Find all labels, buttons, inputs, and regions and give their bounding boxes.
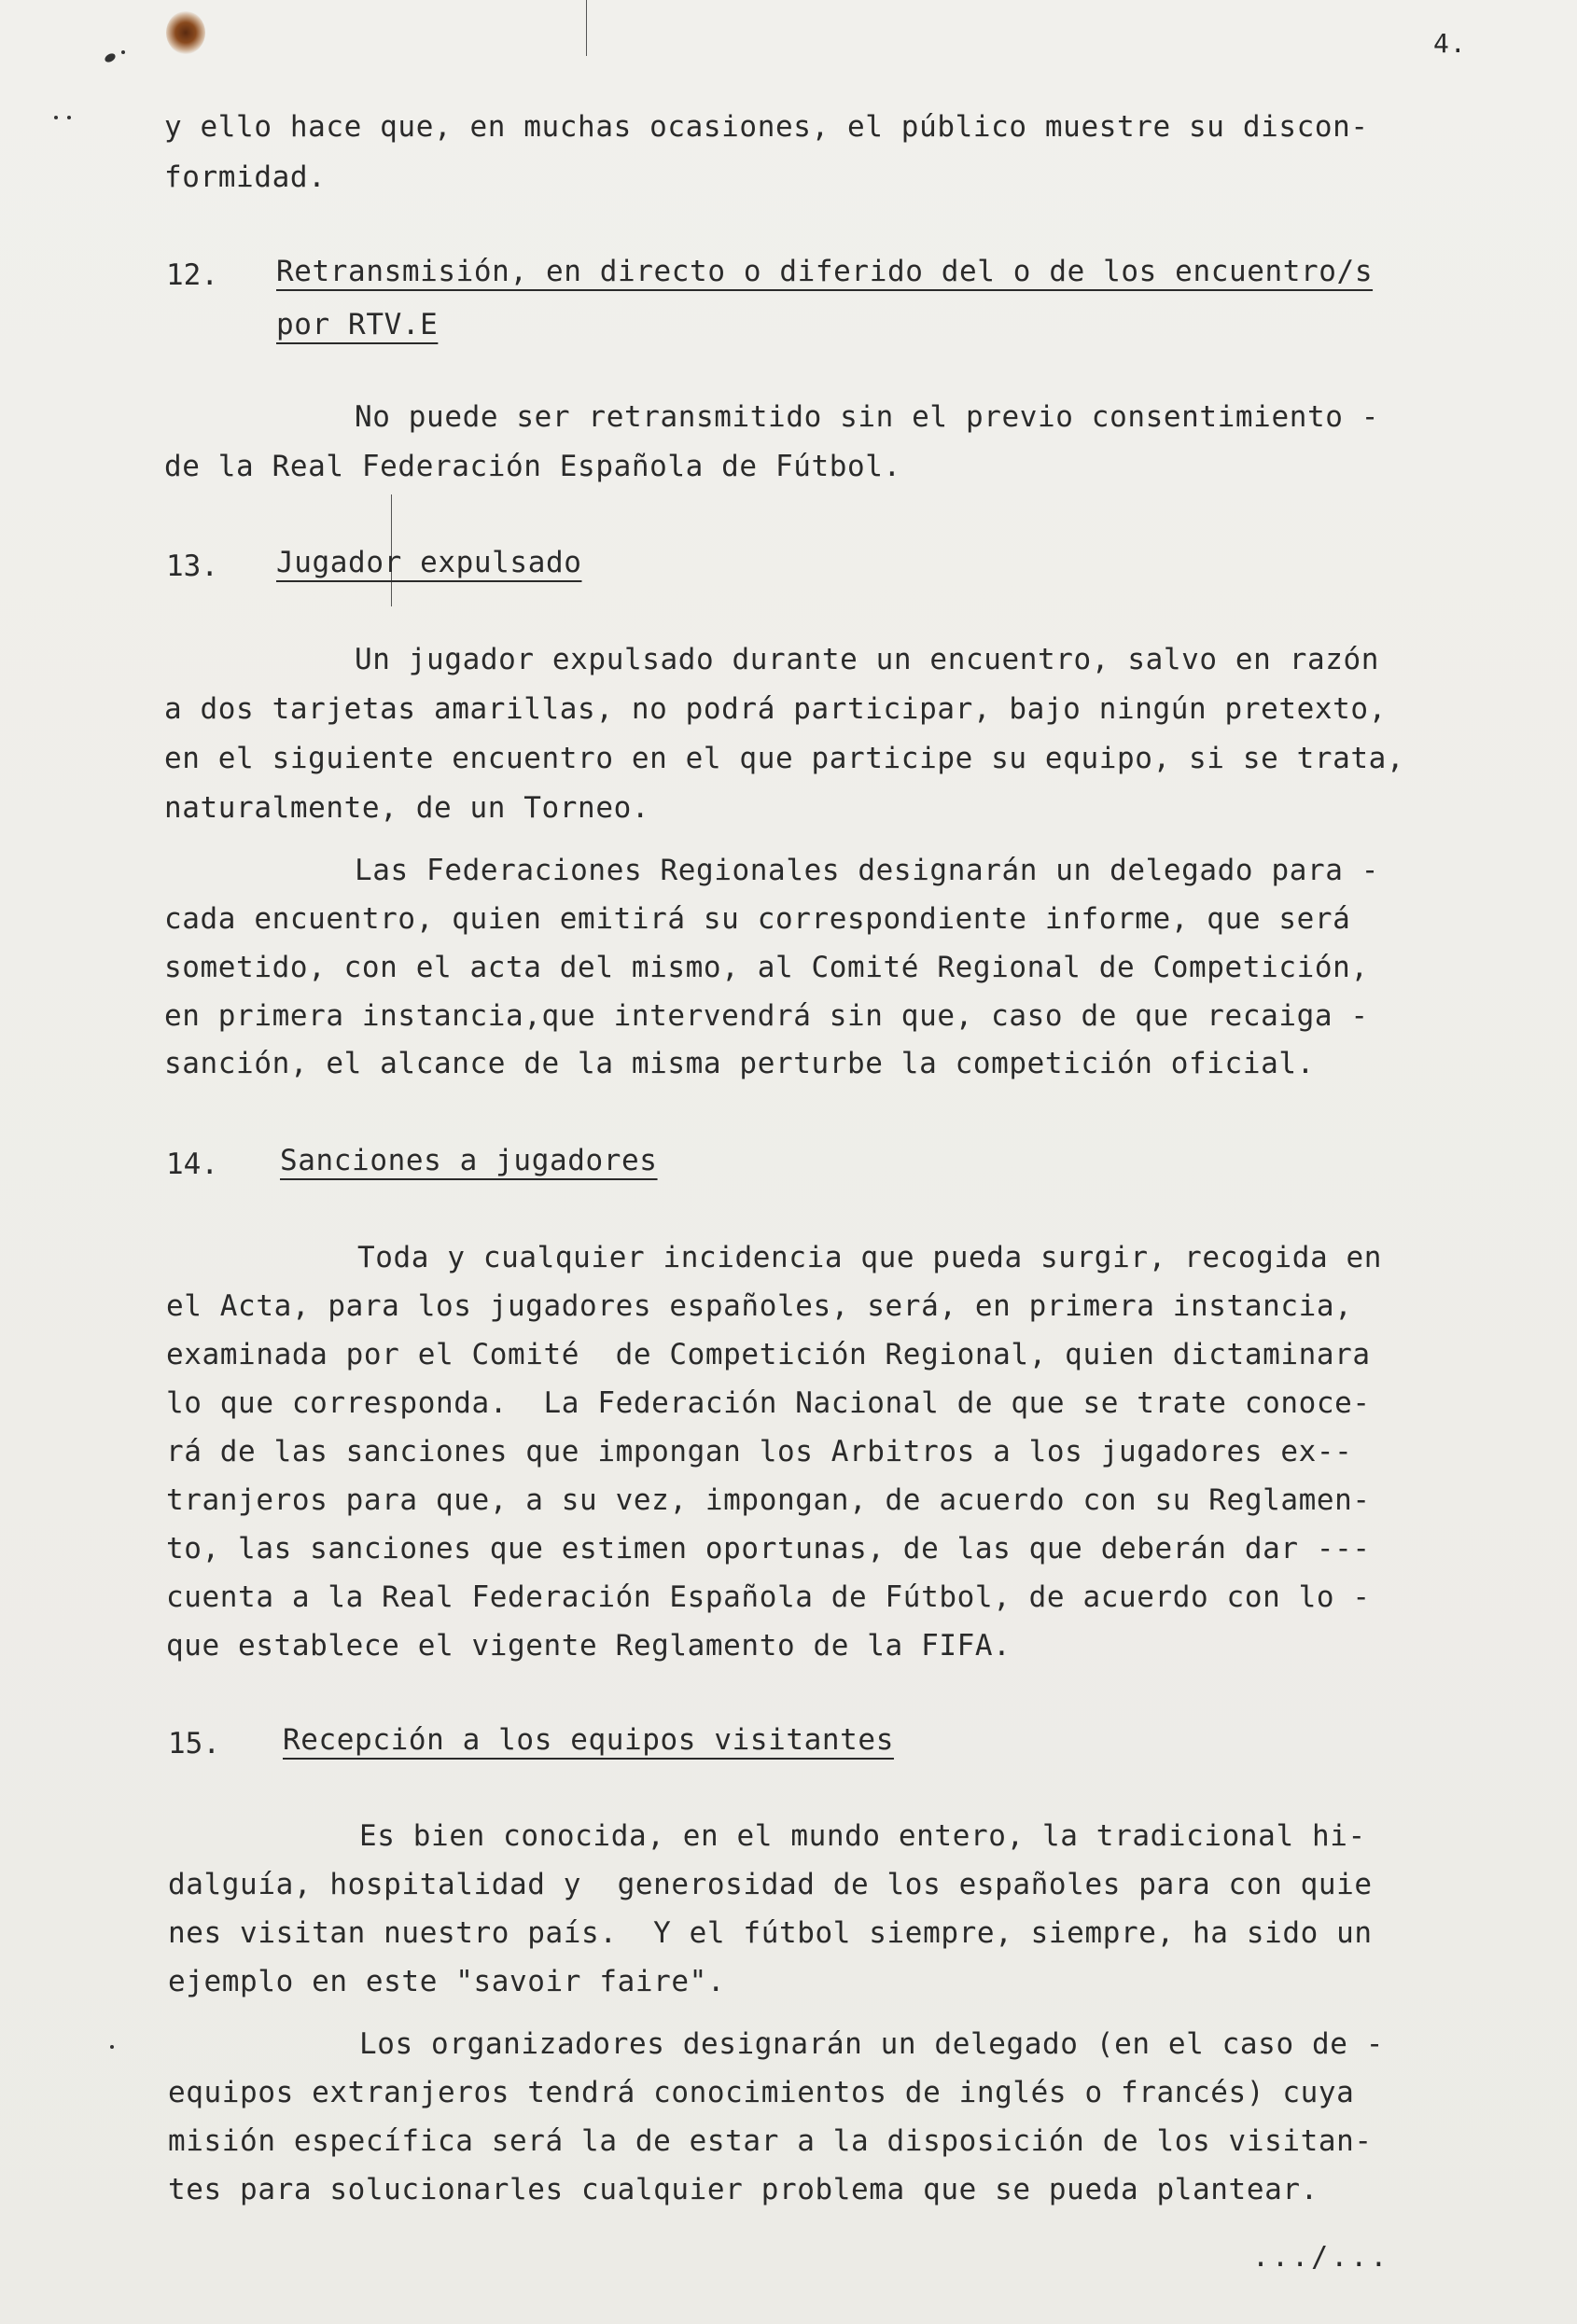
text-line: en primera instancia,que intervendrá sin que, caso de que recaiga - bbox=[164, 999, 1369, 1033]
text-line: ejemplo en este "savoir faire". bbox=[168, 1965, 726, 1998]
page-number: 4. bbox=[1433, 28, 1467, 59]
ink-mark bbox=[67, 116, 71, 119]
text-line: sometido, con el acta del mismo, al Comité Regional de Competición, bbox=[164, 951, 1369, 984]
text-line: Un jugador expulsado durante un encuentro, salvo en razón bbox=[355, 643, 1380, 676]
ink-mark bbox=[121, 50, 125, 54]
text-line: de la Real Federación Española de Fútbol. bbox=[164, 450, 901, 483]
ink-mark bbox=[104, 52, 117, 64]
section-heading: Retransmisión, en directo o diferido del o de los encuentro/s bbox=[276, 255, 1374, 288]
text-line: rá de las sanciones que impongan los Arbitros a los jugadores ex-- bbox=[166, 1435, 1353, 1468]
section-number: 14. bbox=[166, 1148, 218, 1181]
ink-mark bbox=[54, 116, 58, 119]
text-line: No puede ser retransmitido sin el previo consentimiento - bbox=[355, 400, 1380, 434]
coffee-stain bbox=[166, 11, 205, 54]
text-line: dalguía, hospitalidad y generosidad de los españoles para con quie bbox=[168, 1868, 1373, 1901]
text-line: misión específica será la de estar a la disposición de los visitan- bbox=[168, 2124, 1373, 2158]
text-line: nes visitan nuestro país. Y el fútbol siempre, siempre, ha sido un bbox=[168, 1916, 1373, 1950]
section-number: 12. bbox=[166, 258, 218, 292]
pencil-stroke bbox=[586, 0, 587, 56]
text-line: a dos tarjetas amarillas, no podrá participar, bajo ningún pretexto, bbox=[164, 692, 1387, 726]
text-line: examinada por el Comité de Competición Regional, quien dictaminara bbox=[166, 1338, 1371, 1371]
text-line: tes para solucionarles cualquier problema que se pueda plantear. bbox=[168, 2173, 1319, 2206]
section-number: 15. bbox=[168, 1727, 220, 1760]
text-line: Los organizadores designarán un delegado (en el caso de - bbox=[359, 2027, 1385, 2061]
text-line: equipos extranjeros tendrá conocimientos de inglés o francés) cuya bbox=[168, 2076, 1355, 2109]
text-line: en el siguiente encuentro en el que participe su equipo, si se trata, bbox=[164, 742, 1405, 775]
text-line: cuenta a la Real Federación Española de Fútbol, de acuerdo con lo - bbox=[166, 1580, 1371, 1614]
text-line: to, las sanciones que estimen oportunas, de las que deberán dar --- bbox=[166, 1532, 1371, 1566]
text-line: Es bien conocida, en el mundo entero, la tradicional hi- bbox=[359, 1819, 1366, 1853]
section-heading: Sanciones a jugadores bbox=[280, 1144, 658, 1177]
section-heading: por RTV.E bbox=[276, 308, 439, 341]
text-line: lo que corresponda. La Federación Nacional de que se trate conoce- bbox=[166, 1386, 1371, 1420]
text-line: Toda y cualquier incidencia que pueda surgir, recogida en bbox=[357, 1241, 1383, 1274]
text-line: naturalmente, de un Torneo. bbox=[164, 791, 650, 825]
section-heading: Jugador expulsado bbox=[276, 546, 582, 579]
text-line: formidad. bbox=[164, 160, 327, 194]
text-line: el Acta, para los jugadores españoles, será, en primera instancia, bbox=[166, 1289, 1353, 1323]
section-heading: Recepción a los equipos visitantes bbox=[283, 1723, 894, 1757]
text-line: tranjeros para que, a su vez, impongan, de acuerdo con su Reglamen- bbox=[166, 1483, 1371, 1517]
text-line: cada encuentro, quien emitirá su correspondiente informe, que será bbox=[164, 902, 1351, 936]
continuation-mark: .../... bbox=[1252, 2241, 1390, 2274]
text-line: que establece el vigente Reglamento de la FIFA. bbox=[166, 1629, 1012, 1663]
section-number: 13. bbox=[166, 550, 218, 583]
ink-mark bbox=[110, 2045, 114, 2049]
text-line: y ello hace que, en muchas ocasiones, el público muestre su discon- bbox=[164, 110, 1369, 144]
text-line: sanción, el alcance de la misma perturbe la competición oficial. bbox=[164, 1047, 1315, 1080]
text-line: Las Federaciones Regionales designarán un delegado para - bbox=[355, 854, 1380, 887]
